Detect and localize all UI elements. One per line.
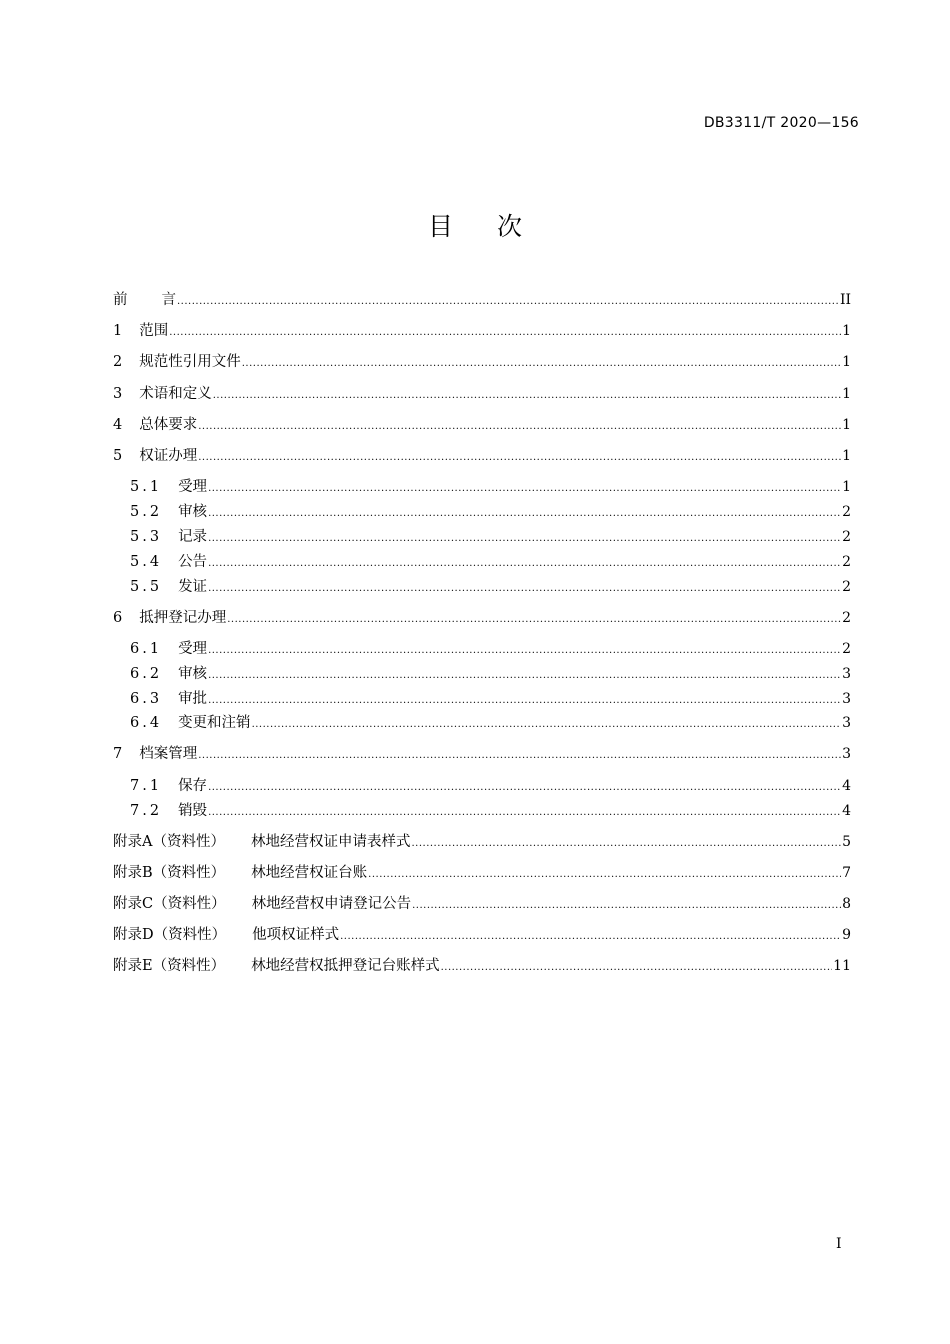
toc-entry-page: 1: [842, 448, 851, 464]
toc-entry-page: 1: [842, 479, 851, 495]
toc-entry-label: 权证办理: [139, 448, 198, 464]
toc-entry-number: 6.4: [130, 715, 163, 731]
toc-entry[interactable]: [130, 573, 851, 597]
toc-entry-number: 1: [113, 323, 123, 339]
toc-entry-number: 附录D（资料性）: [113, 927, 227, 943]
toc-entry-number: 7.2: [130, 803, 163, 819]
toc-entry-label: 他项权证样式: [252, 927, 340, 943]
toc-entry-number: 5.5: [130, 579, 163, 595]
toc-leader-dots: [169, 325, 841, 341]
toc-leader-dots: [198, 450, 841, 466]
toc-entry-label: 规范性引用文件: [139, 354, 241, 370]
toc-entry[interactable]: [113, 442, 851, 466]
toc-leader-dots: [198, 419, 841, 435]
toc-entry[interactable]: [113, 952, 851, 976]
toc-entry-page: 5: [842, 834, 851, 850]
toc-leader-dots: [208, 780, 841, 796]
toc-entry-label: 审批: [178, 691, 208, 707]
toc-entry-page: 4: [842, 778, 851, 794]
toc-entry-number: 附录A（资料性）: [113, 834, 225, 850]
toc-entry-number: 7.1: [130, 778, 163, 794]
toc-entry[interactable]: [113, 348, 851, 372]
toc-entry-number: 6.2: [130, 666, 163, 682]
toc-entry-label: 审核: [178, 666, 208, 682]
toc-entry[interactable]: [130, 548, 851, 572]
toc-entry[interactable]: [113, 380, 851, 404]
toc-entry-label: 保存: [178, 778, 208, 794]
toc-entry-number: 4: [113, 417, 123, 433]
toc-entry-number: 6.3: [130, 691, 163, 707]
toc-entry[interactable]: [113, 859, 851, 883]
toc-entry[interactable]: [113, 890, 851, 914]
toc-entry-page: 3: [842, 746, 851, 762]
toc-leader-dots: [252, 717, 842, 733]
toc-entry-label: 记录: [178, 529, 208, 545]
toc-entry-page: 1: [842, 354, 851, 370]
toc-entry-page: 2: [842, 529, 851, 545]
toc-entry[interactable]: [113, 411, 851, 435]
toc-entry-label: 林地经营权申请登记公告: [251, 896, 412, 912]
toc-entry-number: 5: [113, 448, 123, 464]
toc-entry[interactable]: [130, 473, 851, 497]
toc-leader-dots: [208, 481, 841, 497]
toc-entry-label: 公告: [178, 554, 208, 570]
toc-entry-label: 言: [161, 292, 176, 308]
toc-leader-dots: [208, 531, 841, 547]
footer-page-number: I: [836, 1236, 842, 1252]
toc-entry[interactable]: [113, 828, 851, 852]
toc-entry[interactable]: [130, 797, 851, 821]
page-title: 目次: [427, 212, 566, 241]
toc-entry-page: 2: [842, 504, 851, 520]
toc-entry-label: 档案管理: [139, 746, 198, 762]
toc-entry-label: 林地经营权证台账: [251, 865, 368, 881]
toc-entry-page: 2: [842, 554, 851, 570]
toc-entry-page: 3: [842, 666, 851, 682]
toc-entry-label: 林地经营权抵押登记台账样式: [251, 958, 440, 974]
toc-leader-dots: [411, 836, 841, 852]
toc-entry-page: II: [839, 292, 851, 308]
toc-entry-number: 5.3: [130, 529, 163, 545]
toc-entry-label: 术语和定义: [139, 386, 212, 402]
toc-entry[interactable]: [113, 317, 851, 341]
toc-leader-dots: [340, 929, 841, 945]
toc-entry-number: 7: [113, 746, 123, 762]
toc-entry-label: 发证: [178, 579, 208, 595]
toc-leader-dots: [368, 867, 841, 883]
toc-entry-page: 4: [842, 803, 851, 819]
toc-entry-number: 前: [113, 292, 128, 308]
toc-entry[interactable]: [130, 498, 851, 522]
toc-entry-number: 附录E（资料性）: [113, 958, 226, 974]
toc-leader-dots: [441, 960, 833, 976]
toc-entry-label: 变更和注销: [178, 715, 251, 731]
toc-leader-dots: [213, 388, 841, 404]
toc-entry[interactable]: [113, 286, 851, 310]
toc-leader-dots: [208, 581, 841, 597]
toc-entry-page: 7: [842, 865, 851, 881]
toc-entry-page: 2: [842, 579, 851, 595]
toc-entry-page: 2: [842, 641, 851, 657]
toc-entry[interactable]: [130, 685, 851, 709]
toc-entry-number: 5.2: [130, 504, 163, 520]
toc-entry-number: 6.1: [130, 641, 163, 657]
toc-entry-number: 5.1: [130, 479, 163, 495]
toc-entry-page: 1: [842, 386, 851, 402]
toc-leader-dots: [208, 805, 841, 821]
toc-entry-page: 11: [833, 958, 851, 974]
toc-leader-dots: [208, 506, 841, 522]
toc-leader-dots: [412, 898, 841, 914]
toc-entry[interactable]: [130, 635, 851, 659]
toc-entry-label: 受理: [178, 479, 208, 495]
toc-entry-page: 3: [842, 691, 851, 707]
toc-entry[interactable]: [130, 660, 851, 684]
toc-leader-dots: [177, 294, 839, 310]
toc-entry-page: 8: [842, 896, 851, 912]
toc-entry-label: 抵押登记办理: [139, 610, 227, 626]
toc-entry-label: 销毁: [178, 803, 208, 819]
toc-entry-page: 9: [842, 927, 851, 943]
toc-entry-number: 5.4: [130, 554, 163, 570]
toc-leader-dots: [208, 668, 841, 684]
toc-leader-dots: [198, 748, 841, 764]
toc-entry[interactable]: [130, 523, 851, 547]
toc-entry-page: 3: [842, 715, 851, 731]
toc-entry-label: 受理: [178, 641, 208, 657]
toc-entry-number: 3: [113, 386, 123, 402]
toc-leader-dots: [208, 643, 841, 659]
toc-entry-page: 2: [842, 610, 851, 626]
toc-leader-dots: [227, 612, 841, 628]
toc-entry-number: 2: [113, 354, 123, 370]
toc-entry-label: 总体要求: [139, 417, 198, 433]
toc-entry[interactable]: [113, 740, 851, 764]
toc-entry-number: 附录C（资料性）: [113, 896, 226, 912]
toc-entry[interactable]: [113, 604, 851, 628]
toc-entry[interactable]: [130, 709, 851, 733]
toc-leader-dots: [242, 356, 841, 372]
toc-leader-dots: [208, 556, 841, 572]
document-code: DB3311/T 2020—156: [703, 115, 859, 131]
toc-leader-dots: [208, 693, 841, 709]
toc-entry-label: 审核: [178, 504, 208, 520]
toc-entry-number: 6: [113, 610, 123, 626]
toc-entry-page: 1: [842, 323, 851, 339]
toc-entry-label: 林地经营权证申请表样式: [250, 834, 411, 850]
toc-entry[interactable]: [113, 921, 851, 945]
toc-entry-number: 附录B（资料性）: [113, 865, 226, 881]
toc-entry[interactable]: [130, 772, 851, 796]
toc-entry-page: 1: [842, 417, 851, 433]
toc-entry-label: 范围: [139, 323, 169, 339]
